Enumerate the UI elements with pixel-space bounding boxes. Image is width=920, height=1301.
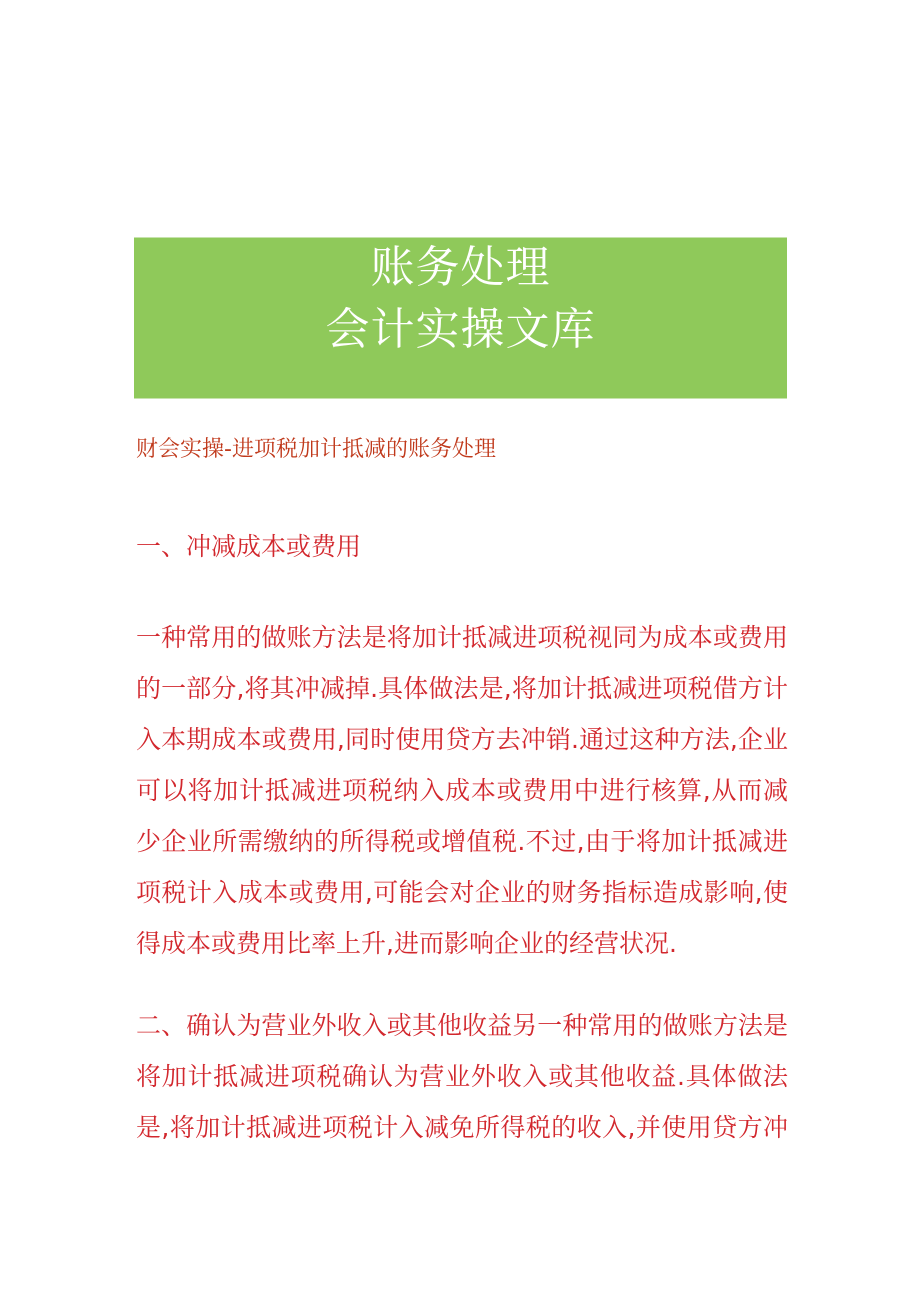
paragraph-line: 一种常用的做账方法是将加计抵减进项税视同为成本或费用 [136, 623, 788, 652]
paragraph-line: 项税计入成本或费用,可能会对企业的财务指标造成影响,使 [136, 878, 788, 907]
paragraph-line: 将加计抵减进项税确认为营业外收入或其他收益.具体做法 [136, 1062, 788, 1091]
paragraph-line: 少企业所需缴纳的所得税或增值税.不过,由于将加计抵减进 [136, 827, 788, 856]
paragraph-line: 得成本或费用比率上升,进而影响企业的经营状况. [136, 929, 677, 958]
section-heading-1: 一、冲减成本或费用 [136, 532, 362, 561]
banner-title-line1: 账务处理 [370, 242, 551, 293]
paragraph-1 [136, 612, 788, 969]
paragraph-line: 是,将加计抵减进项税计入减免所得税的收入,并使用贷方冲 [136, 1113, 788, 1142]
banner-title-line2: 会计实操文库 [325, 304, 596, 355]
paragraph-line: 二、确认为营业外收入或其他收益另一种常用的做账方法是 [136, 1011, 788, 1040]
document-title: 财会实操-进项税加计抵减的账务处理 [136, 437, 496, 462]
paragraph-line: 入本期成本或费用,同时使用贷方去冲销.通过这种方法,企业 [136, 725, 788, 754]
paragraph-line: 的一部分,将其冲减掉.具体做法是,将加计抵减进项税借方计 [136, 674, 788, 703]
paragraph-line: 可以将加计抵减进项税纳入成本或费用中进行核算,从而减 [136, 776, 788, 805]
paragraph-2 [136, 1000, 788, 1153]
header-banner [134, 237, 787, 399]
